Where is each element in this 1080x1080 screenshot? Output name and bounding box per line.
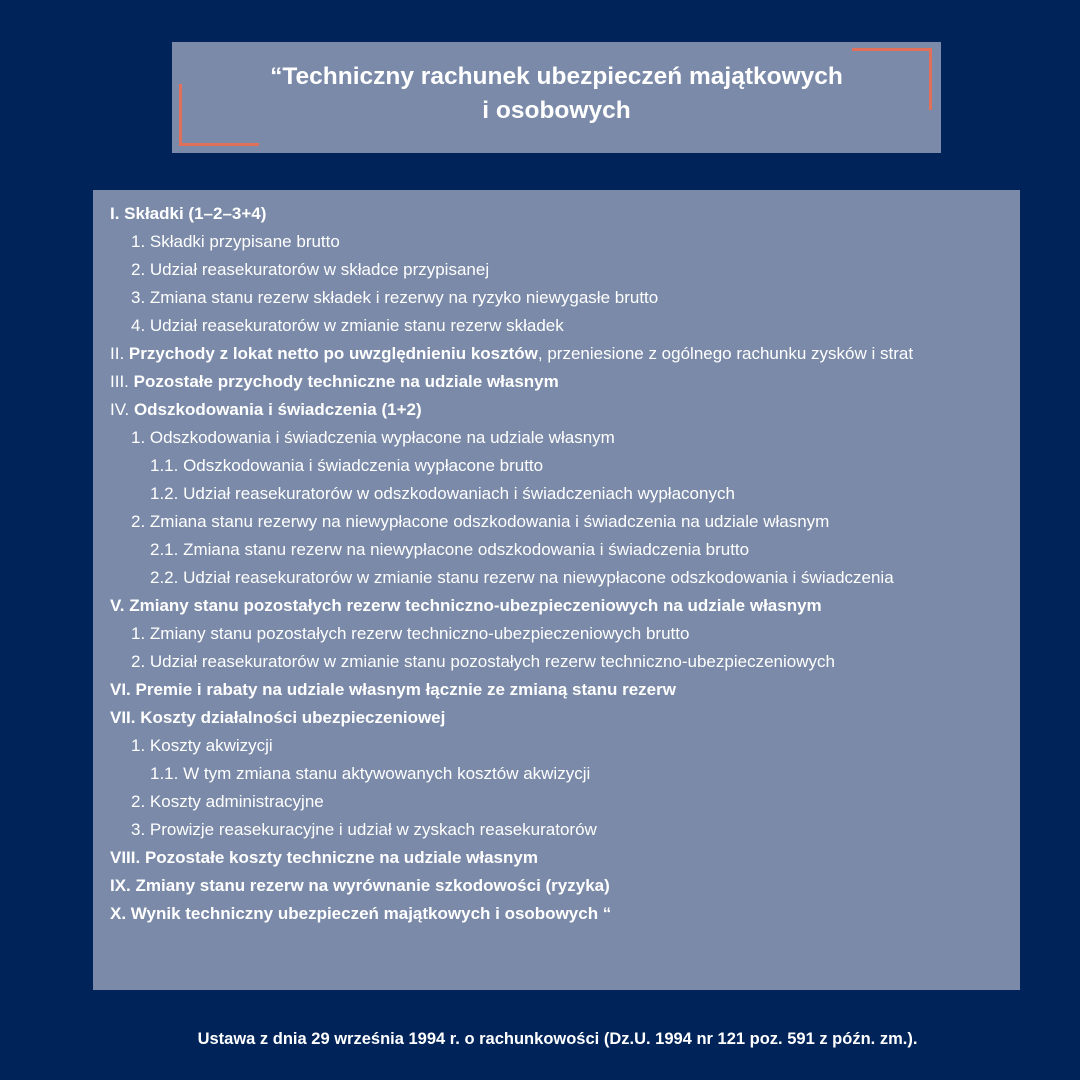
section-4-item-2-2: 2.2. Udział reasekuratorów w zmianie stanu rezerw na niewypłacone odszkodowania i świadczenia: [150, 568, 894, 587]
source-citation: Ustawa z dnia 29 września 1994 r. o rachunkowości (Dz.U. 1994 nr 121 poz. 591 z późn. zm.).: [197, 1030, 918, 1048]
title-line-2: i osobowych: [482, 97, 631, 124]
section-7-item-1: 1. Koszty akwizycji: [131, 736, 273, 755]
section-7-item-1-1: 1.1. W tym zmiana stanu aktywowanych kosztów akwizycji: [150, 764, 591, 783]
section-1-item-1: 1. Składki przypisane brutto: [131, 232, 340, 251]
section-6-heading: VI. Premie i rabaty na udziale własnym łącznie ze zmianą stanu rezerw: [110, 680, 676, 699]
section-7-heading: VII. Koszty działalności ubezpieczeniowej: [110, 708, 446, 727]
section-1-heading: I. Składki (1–2–3+4): [110, 204, 267, 223]
section-2-heading: II. Przychody z lokat netto po uwzględnieniu kosztów, przeniesione z ogólnego rachunku zysków i strat: [110, 344, 914, 363]
section-1-item-4: 4. Udział reasekuratorów w zmianie stanu rezerw składek: [131, 316, 564, 335]
section-9-heading: IX. Zmiany stanu rezerw na wyrównanie szkodowości (ryzyka): [110, 876, 610, 895]
page-title: [172, 60, 941, 128]
section-5-heading: V. Zmiany stanu pozostałych rezerw techniczno-ubezpieczeniowych na udziale własnym: [110, 596, 822, 615]
section-7-item-3: 3. Prowizje reasekuracyjne i udział w zyskach reasekuratorów: [131, 820, 597, 839]
section-10-heading: X. Wynik techniczny ubezpieczeń majątkowych i osobowych “: [110, 904, 612, 923]
section-8-heading: VIII. Pozostałe koszty techniczne na udziale własnym: [110, 848, 538, 867]
title-line-1: “Techniczny rachunek ubezpieczeń majątkowych: [270, 63, 843, 90]
section-4-item-2-1: 2.1. Zmiana stanu rezerw na niewypłacone odszkodowania i świadczenia brutto: [150, 540, 750, 559]
account-structure-list: [110, 200, 1010, 928]
section-4-heading: IV. Odszkodowania i świadczenia (1+2): [110, 400, 422, 419]
section-4-item-1: 1. Odszkodowania i świadczenia wypłacone na udziale własnym: [131, 428, 615, 447]
section-7-item-2: 2. Koszty administracyjne: [131, 792, 324, 811]
section-4-item-2: 2. Zmiana stanu rezerwy na niewypłacone odszkodowania i świadczenia na udziale własnym: [131, 512, 830, 531]
section-1-item-3: 3. Zmiana stanu rezerw składek i rezerwy na ryzyko niewygasłe brutto: [131, 288, 659, 307]
section-4-item-1-1: 1.1. Odszkodowania i świadczenia wypłacone brutto: [150, 456, 544, 475]
section-1-item-2: 2. Udział reasekuratorów w składce przypisanej: [131, 260, 490, 279]
section-4-item-1-2: 1.2. Udział reasekuratorów w odszkodowaniach i świadczeniach wypłaconych: [150, 484, 735, 503]
section-5-item-1: 1. Zmiany stanu pozostałych rezerw techniczno-ubezpieczeniowych brutto: [131, 624, 690, 643]
section-5-item-2: 2. Udział reasekuratorów w zmianie stanu pozostałych rezerw techniczno-ubezpieczeniowych: [131, 652, 835, 671]
section-3-heading: III. Pozostałe przychody techniczne na udziale własnym: [110, 372, 559, 391]
